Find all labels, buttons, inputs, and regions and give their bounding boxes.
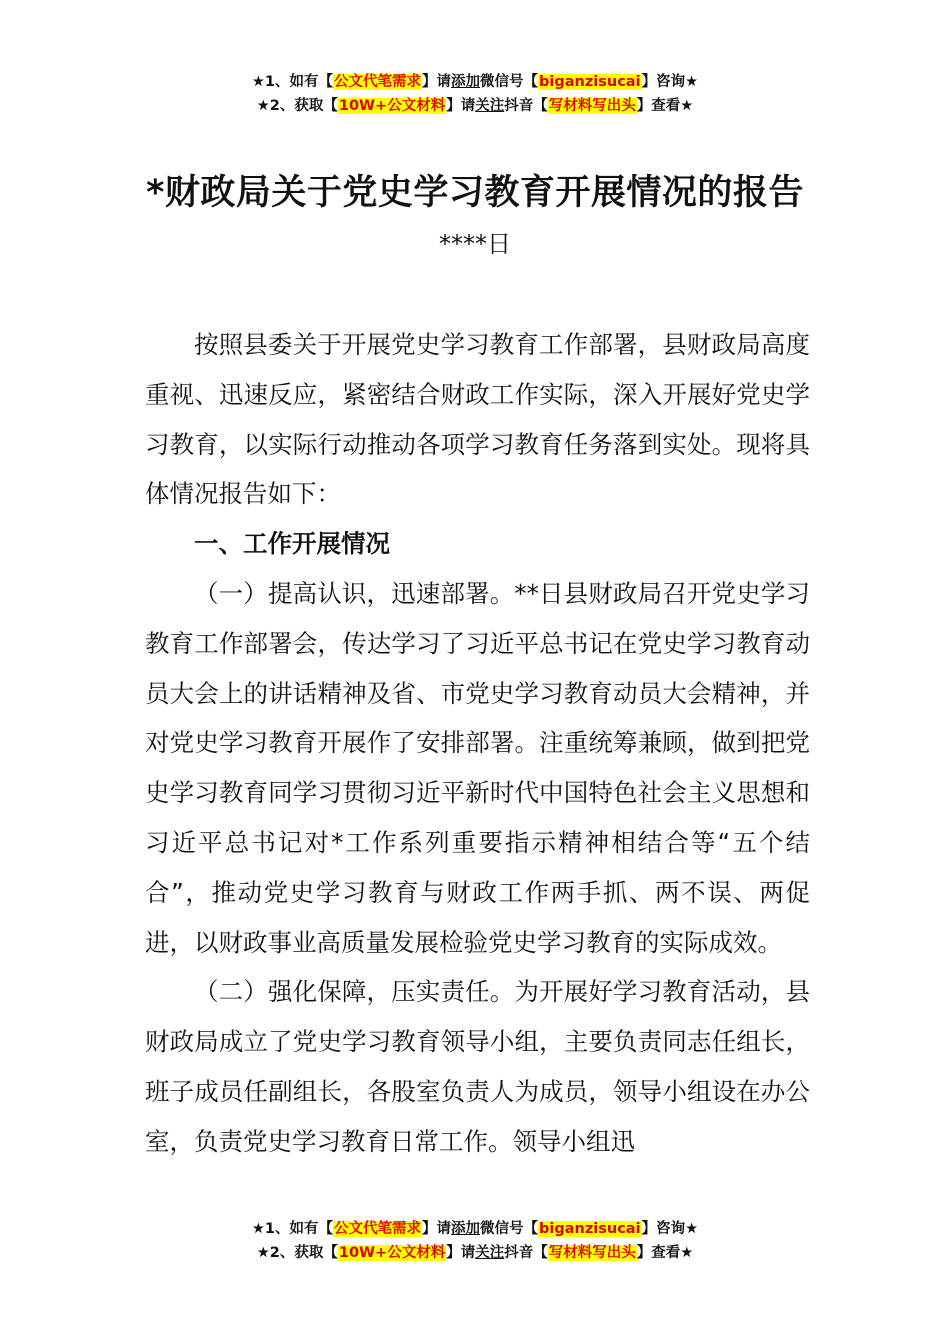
promo-line-1 (0, 70, 950, 94)
promo-underline: 添加 (451, 1221, 481, 1237)
promo-line-2 (0, 94, 950, 118)
body-paragraph-2: （二）强化保障，压实责任。为开展好学习教育活动，县财政局成立了党史学习教育领导小组，主要负责同志任组长，班子成员任副组长，各股室负责人为成员，领导小组设在办公室，负责党史学习教育日常工作。领导小组迅 (145, 977, 810, 1156)
promo-text: 】请 (422, 1221, 452, 1237)
document-title: *财政局关于党史学习教育开展情况的报告 (146, 173, 804, 213)
promo-text: 微信号【 (480, 74, 539, 90)
promo-underline: 添加 (451, 74, 481, 90)
promo-banner-bottom (0, 1217, 950, 1265)
promo-text: 抖音【 (504, 1245, 548, 1261)
body-paragraph-1: （一）提高认识，迅速部署。**日县财政局召开党史学习教育工作部署会，传达学习了习近平总书记在党史学习教育动员大会上的讲话精神及省、市党史学习教育动员大会精神，并对党史学习教育开展作了安排部署。注重统筹兼顾，做到把党史学习教育同学习贯彻习近平新时代中国特色社会主义思想和习近平总书记对*工作系列重要指示精神相结合等“五个结合”，推动党史学习教育与财政工作两手抓、两不误、两促进，以财政事业高质量发展检验党史学习教育的实际成效。 (145, 578, 810, 957)
promo-banner-top (0, 70, 950, 118)
promo-highlight: 10W+公文材料 (338, 98, 446, 114)
section-heading: 一、工作开展情况 (194, 529, 390, 559)
promo-text: ★1、如有【 (251, 74, 334, 90)
promo-highlight: biganzisucai (539, 74, 641, 90)
promo-text: 微信号【 (480, 1221, 539, 1237)
promo-highlight: biganzisucai (539, 1221, 641, 1237)
promo-text: ★2、获取【 (256, 1245, 338, 1261)
promo-line-2 (0, 1241, 950, 1265)
promo-text: 】咨询★ (641, 74, 699, 90)
promo-highlight: 10W+公文材料 (338, 1245, 446, 1261)
promo-highlight: 写材料写出头 (548, 1245, 636, 1261)
promo-highlight: 公文代笔需求 (334, 74, 422, 90)
promo-line-1 (0, 1217, 950, 1241)
promo-text: ★1、如有【 (251, 1221, 334, 1237)
document-date: ****日 (439, 230, 511, 258)
promo-text: 】请 (446, 98, 476, 114)
promo-text: ★2、获取【 (256, 98, 338, 114)
promo-text: 】查看★ (636, 98, 694, 114)
promo-underline: 关注 (475, 98, 505, 114)
promo-text: 】请 (422, 74, 452, 90)
intro-paragraph: 按照县委关于开展党史学习教育工作部署，县财政局高度重视、迅速反应，紧密结合财政工作实际，深入开展好党史学习教育，以实际行动推动各项学习教育任务落到实处。现将具体情况报告如下： (145, 330, 810, 509)
promo-text: 】请 (446, 1245, 476, 1261)
promo-highlight: 写材料写出头 (548, 98, 636, 114)
promo-text: 抖音【 (504, 98, 548, 114)
document-body (145, 320, 810, 1167)
promo-highlight: 公文代笔需求 (334, 1221, 422, 1237)
promo-text: 】查看★ (636, 1245, 694, 1261)
promo-underline: 关注 (475, 1245, 505, 1261)
promo-text: 】咨询★ (641, 1221, 699, 1237)
